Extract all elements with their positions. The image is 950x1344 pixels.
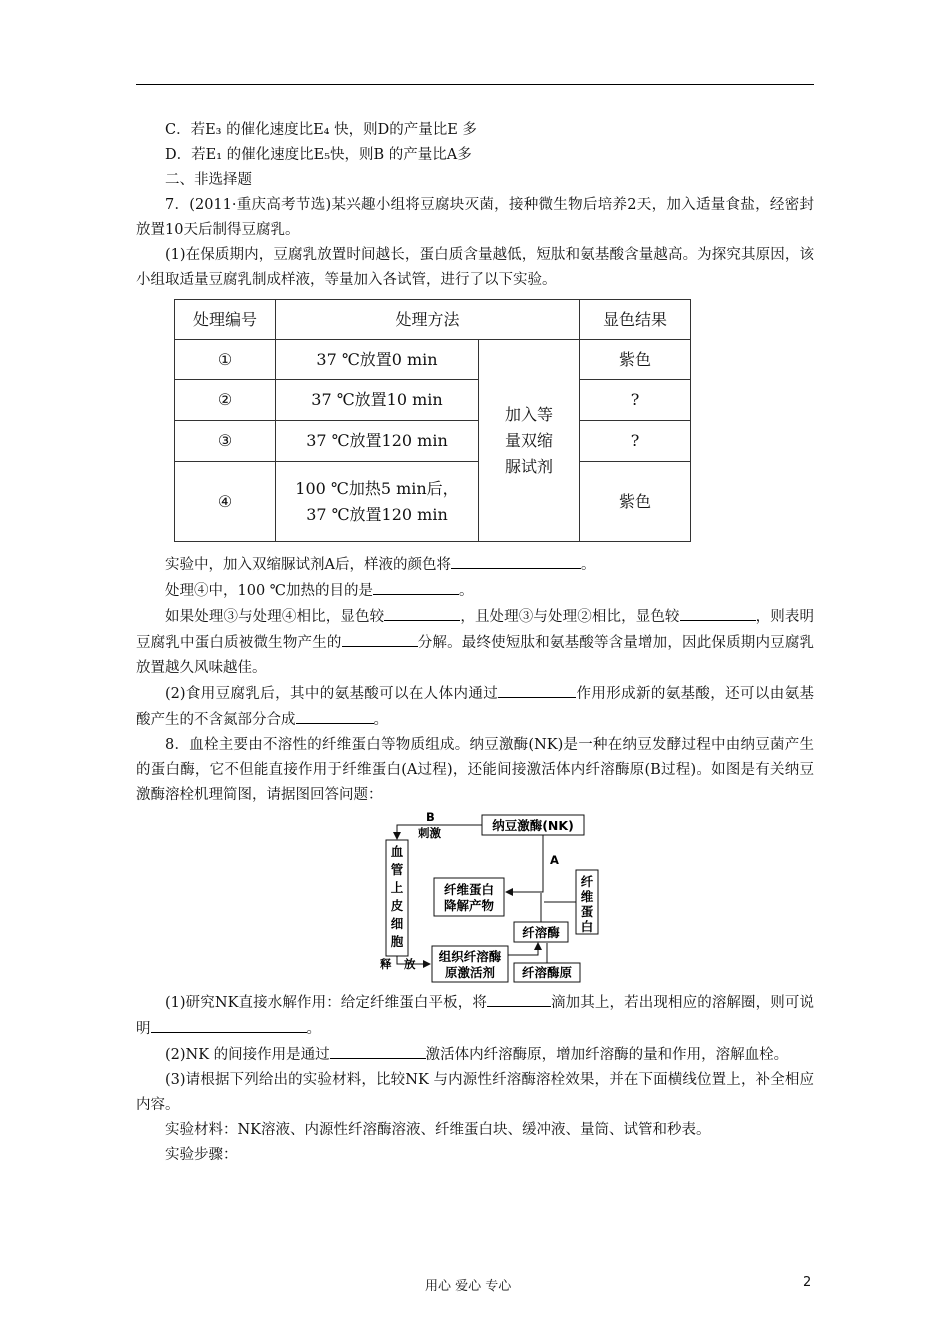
plasminogen-box xyxy=(514,963,580,982)
activator-box xyxy=(432,946,508,982)
label-a: A xyxy=(550,853,559,867)
header-rule xyxy=(136,84,814,85)
section-title: 二、非选择题 xyxy=(165,172,252,188)
page-content xyxy=(136,118,814,1168)
experiment-table xyxy=(174,299,691,542)
row3-result: ? xyxy=(580,421,691,462)
degradation-box xyxy=(434,878,504,916)
row4-result: 紫色 xyxy=(580,462,691,542)
label-release-2: 放 xyxy=(404,957,416,971)
svg-text:组织纤溶酶: 组织纤溶酶 xyxy=(438,949,502,964)
answer-blank xyxy=(151,1016,307,1033)
answer-blank xyxy=(330,1042,426,1059)
diagram-svg xyxy=(136,812,814,984)
row2-result: ? xyxy=(580,380,691,421)
svg-text:细: 细 xyxy=(390,916,404,931)
svg-text:原激活剂: 原激活剂 xyxy=(444,965,496,980)
after-line-5: (2)食用豆腐乳后，其中的氨基酸可以在人体内通过 作用形成新的氨基酸，还可以由氨基酸产生的不含氮部分合成 。 xyxy=(136,681,814,733)
svg-text:纤: 纤 xyxy=(580,874,594,889)
svg-text:胞: 胞 xyxy=(390,934,404,949)
label-stimulate: 刺激 xyxy=(418,826,441,840)
th-id: 处理编号 xyxy=(175,300,276,340)
row3-method: 37 ℃放置120 min xyxy=(276,421,479,462)
option-d: D．若E₁ 的催化速度比E₅快，则B 的产量比A多 xyxy=(165,147,472,163)
svg-text:白: 白 xyxy=(580,919,594,934)
q8-part2: (2)NK 的间接作用是通过 激活体内纤溶酶原，增加纤溶酶的量和作用，溶解血栓。 xyxy=(136,1042,814,1068)
svg-text:管: 管 xyxy=(390,862,404,877)
plasmin-box xyxy=(514,922,568,942)
row3-id: ③ xyxy=(175,421,276,462)
svg-text:皮: 皮 xyxy=(390,898,404,913)
row2-id: ② xyxy=(175,380,276,421)
th-method: 处理方法 xyxy=(276,300,580,340)
svg-text:纳豆激酶(NK): 纳豆激酶(NK) xyxy=(492,818,574,833)
after-line-2: 处理④中，100 ℃加热的目的是 。 xyxy=(136,578,814,604)
label-release-1: 释 xyxy=(380,957,392,971)
svg-text:维: 维 xyxy=(580,889,594,904)
materials: 实验材料：NK溶液、内源性纤溶酶溶液、纤维蛋白块、缓冲液、量筒、试管和秒表。 xyxy=(165,1122,711,1138)
page-number: 2 xyxy=(803,1275,812,1290)
svg-text:纤溶酶原: 纤溶酶原 xyxy=(521,965,573,980)
svg-text:纤溶酶: 纤溶酶 xyxy=(522,925,560,940)
steps: 实验步骤： xyxy=(165,1147,238,1163)
answer-blank xyxy=(451,552,581,569)
svg-text:蛋: 蛋 xyxy=(580,904,594,919)
row4-method: 100 ℃加热5 min后， 37 ℃放置120 min xyxy=(276,462,479,542)
svg-text:血: 血 xyxy=(390,844,404,859)
svg-text:降解产物: 降解产物 xyxy=(443,898,495,913)
q7-intro: 7．(2011·重庆高考节选)某兴趣小组将豆腐块灭菌，接种微生物后培养2天，加入适量食盐，经密封放置10天后制得豆腐乳。 xyxy=(136,197,814,238)
nk-box xyxy=(482,815,584,835)
row2-method: 37 ℃放置10 min xyxy=(276,380,479,421)
q8-intro: 8．血栓主要由不溶性的纤维蛋白等物质组成。纳豆激酶(NK)是一种在纳豆发酵过程中由纳豆菌产生的蛋白酶，它不但能直接作用于纤维蛋白(A过程)，还能间接激活体内纤溶酶原(B过程)。如图是有关纳豆激酶溶栓机理简图，请据图回答问题： xyxy=(136,737,814,803)
answer-blank xyxy=(498,681,576,698)
q8-part1: (1)研究NK直接水解作用：给定纤维蛋白平板，将 滴加其上，若出现相应的溶解圈，则可说明 。 xyxy=(136,990,814,1042)
label-b: B xyxy=(426,812,435,824)
answer-blank xyxy=(342,630,418,647)
after-line-3: 如果处理③与处理④相比，显色较 ，且处理③与处理②相比，显色较 ，则表明豆腐乳中蛋白质被微生物产生的 分解。最终使短肽和氨基酸等含量增加，因此保质期内豆腐乳放置越久风味越佳。 xyxy=(136,604,814,681)
footer-slogan: 用心 爱心 专心 xyxy=(425,1279,512,1294)
th-result: 显色结果 xyxy=(580,300,691,340)
answer-blank xyxy=(296,707,374,724)
row1-method: 37 ℃放置0 min xyxy=(276,340,479,380)
answer-blank xyxy=(384,604,460,621)
row1-result: 紫色 xyxy=(580,340,691,380)
after-line-1: 实验中，加入双缩脲试剂A后，样液的颜色将 。 xyxy=(136,552,814,578)
svg-text:上: 上 xyxy=(390,880,404,895)
answer-blank xyxy=(487,990,551,1007)
q8-part3: (3)请根据下列给出的实验材料，比较NK 与内源性纤溶酶溶栓效果，并在下面横线位置上，补全相应内容。 xyxy=(136,1072,814,1113)
mechanism-diagram xyxy=(136,812,814,984)
answer-blank xyxy=(373,578,459,595)
option-c: C．若E₃ 的催化速度比E₄ 快，则D的产量比E 多 xyxy=(165,122,477,138)
answer-blank xyxy=(680,604,756,621)
svg-text:纤维蛋白: 纤维蛋白 xyxy=(443,882,495,897)
row1-id: ① xyxy=(175,340,276,380)
row4-id: ④ xyxy=(175,462,276,542)
q7-part1: (1)在保质期内，豆腐乳放置时间越长，蛋白质含量越低，短肽和氨基酸含量越高。为探究其原因，该小组取适量豆腐乳制成样液，等量加入各试管，进行了以下实验。 xyxy=(136,247,814,288)
vessel-cell-box xyxy=(386,840,408,956)
fibrin-box xyxy=(576,870,598,934)
reagent-cell: 加入等 量双缩 脲试剂 xyxy=(479,340,580,542)
